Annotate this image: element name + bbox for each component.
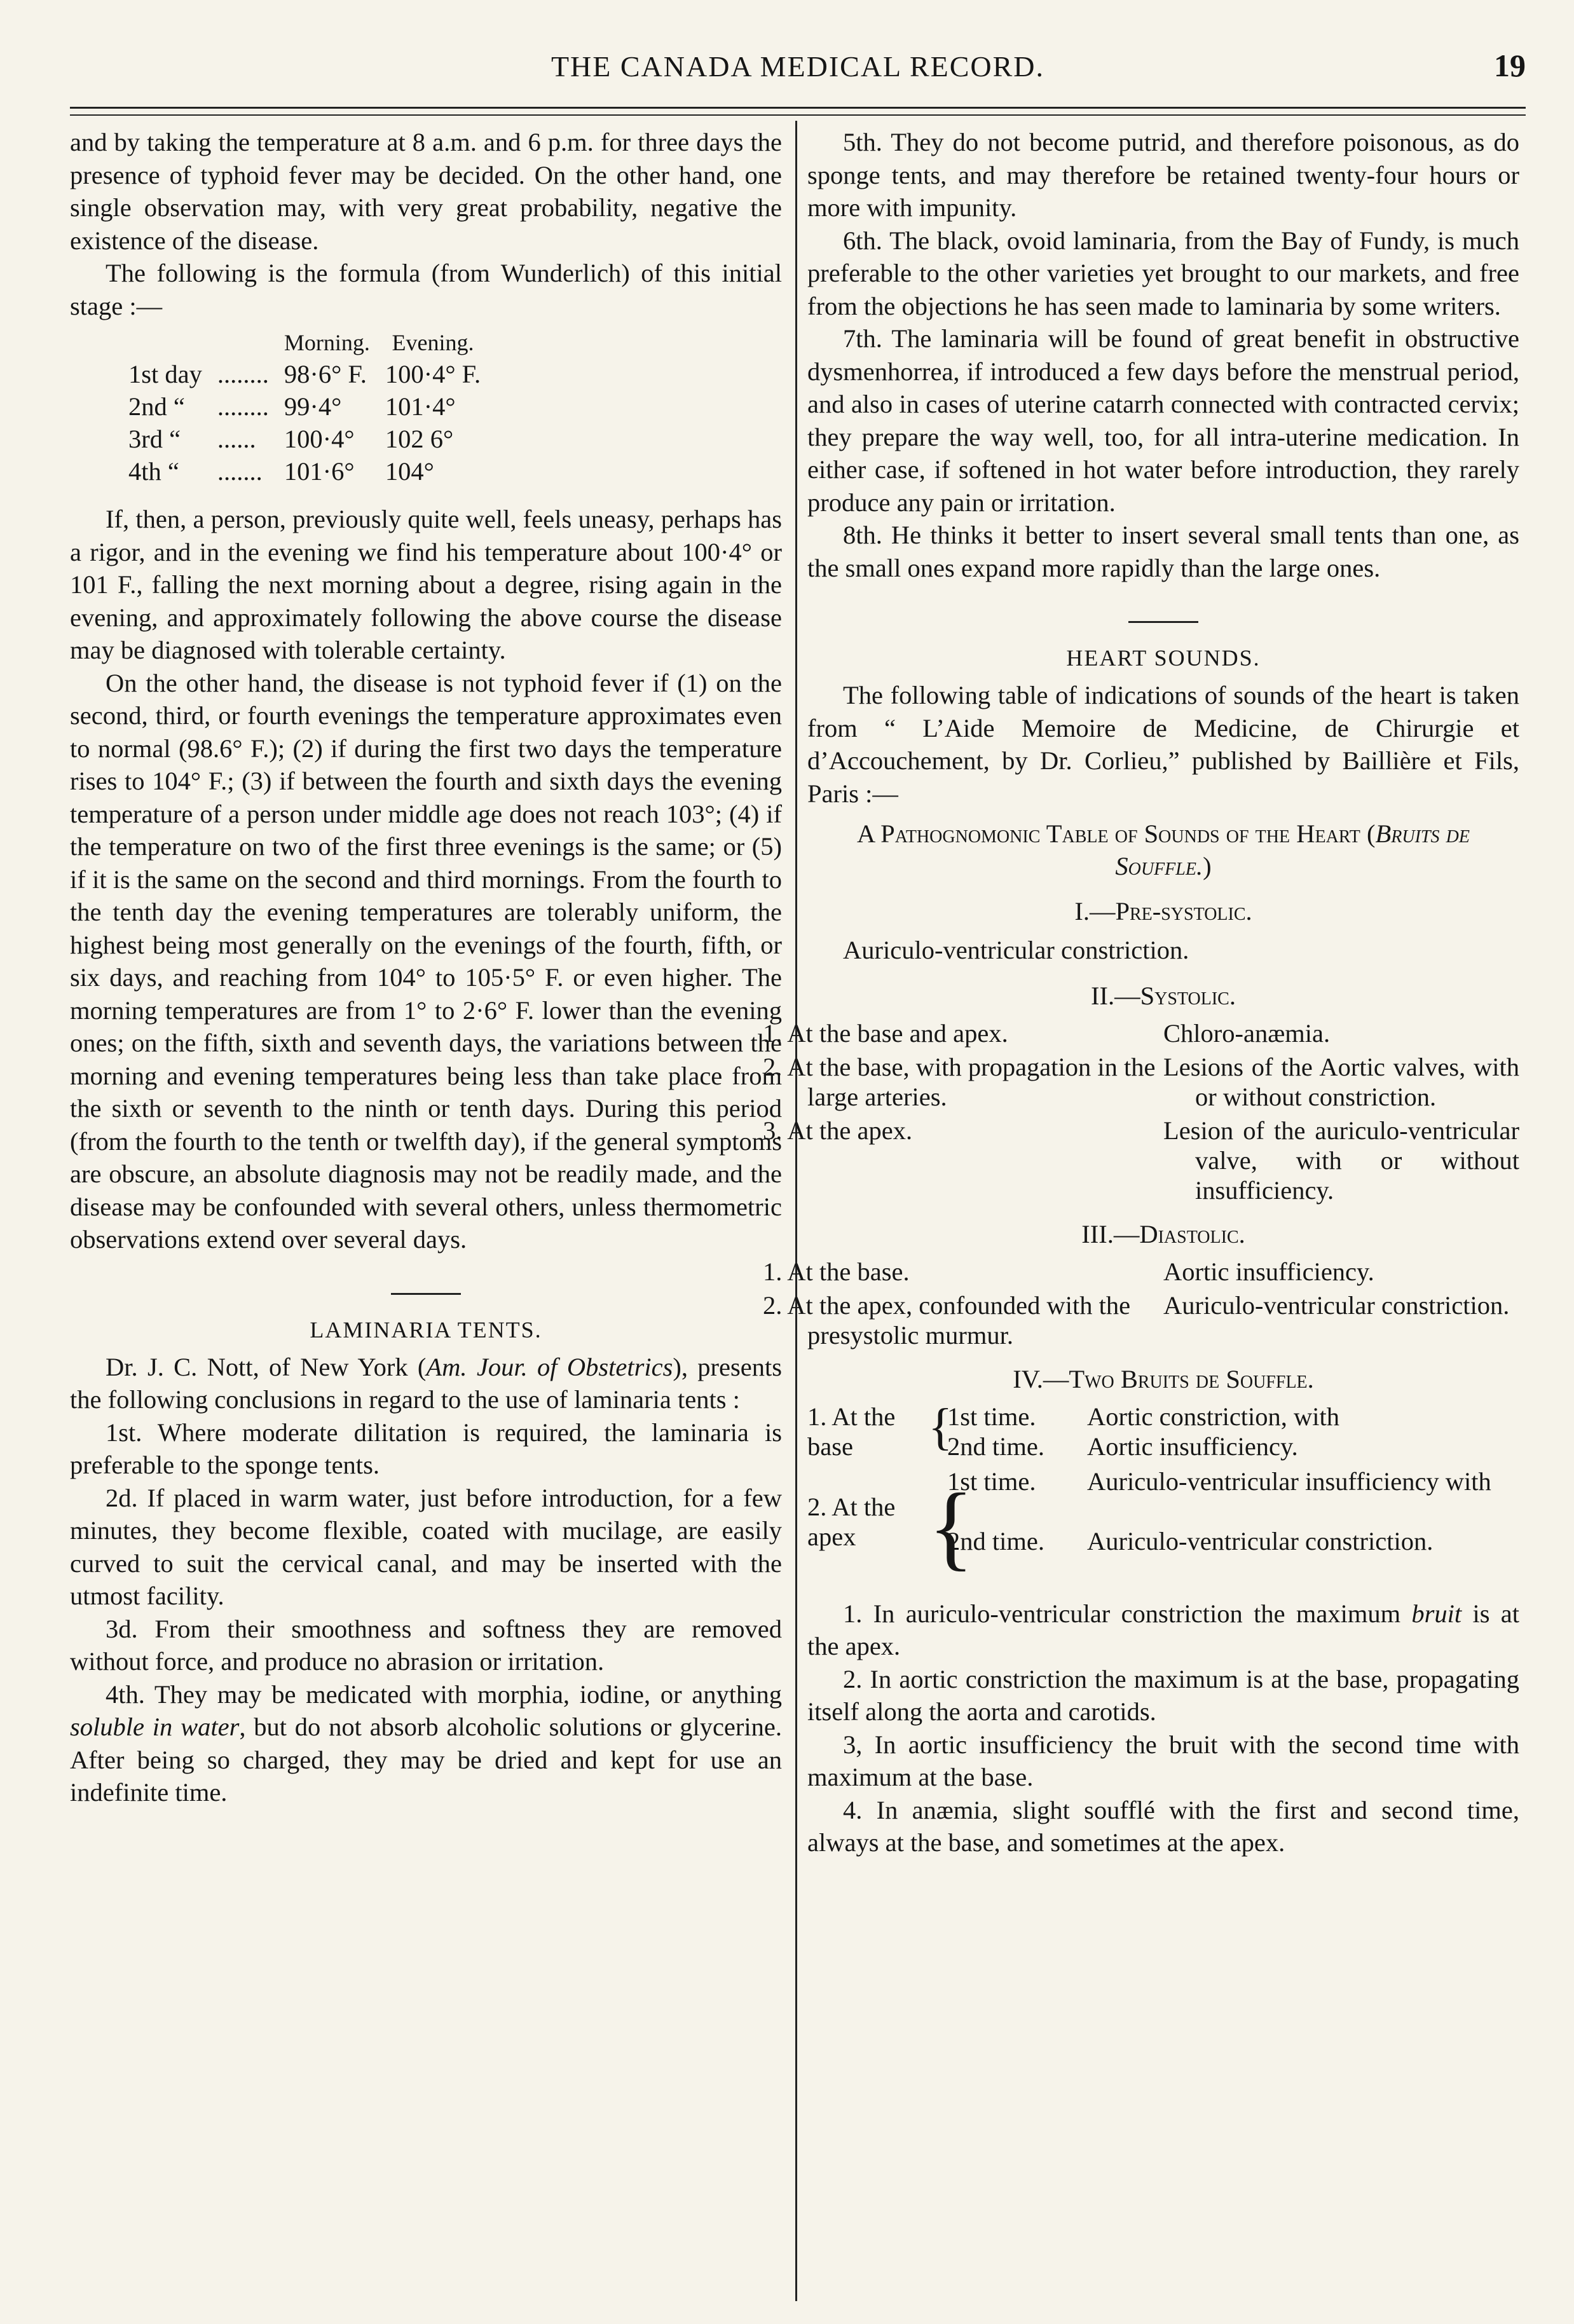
presystolic-text: Auriculo-ventricular constriction. (843, 936, 1189, 964)
note-1: 1. In auriculo-ventricular constriction the maximum bruit is at the apex. (807, 1599, 1519, 1660)
leader-dots: ........ (217, 360, 269, 388)
page-number: 19 (1494, 48, 1526, 83)
day-label: 3rd “ (128, 425, 181, 453)
indication-cell: Aortic insufficiency. (1163, 1257, 1374, 1286)
temperature-table-header (121, 327, 488, 358)
location-cell: 1. At the base and apex. (763, 1018, 1008, 1048)
indication-cells: Aortic constriction, with Aortic insufficiency. (1087, 1402, 1340, 1461)
evening-temp: 104° (385, 457, 434, 486)
day-label: 1st day (128, 360, 202, 388)
header-rule-double (70, 114, 1526, 116)
indication-cell: Chloro-anæmia. (1163, 1018, 1331, 1048)
morning-header: Morning. (284, 330, 370, 355)
evening-temp: 101·4° (385, 392, 456, 421)
day-label: 2nd “ (128, 392, 185, 421)
location-cell: 2. At the apex (807, 1492, 896, 1551)
typhoid-paragraph-2: The following is the formula (from Wunderlich) of this initial stage :— (70, 259, 782, 320)
table-row (121, 358, 488, 390)
diastolic-heading: III.—Diastolic. (1081, 1219, 1245, 1248)
running-header (70, 38, 1526, 89)
left-column (70, 126, 782, 1809)
table-row (121, 423, 488, 455)
indication-cell: Auriculo-ventricular constriction. (1163, 1290, 1510, 1320)
location-cell: 2. At the base, with propagation in the large arteries. (763, 1052, 1156, 1111)
location-cell: 1. At the base. (763, 1257, 910, 1286)
laminaria-point-1: 1st. Where moderate dilitation is required, the laminaria is preferable to the sponge tents. (70, 1418, 782, 1479)
leader-dots: ....... (217, 457, 263, 486)
journal-name: Am. Jour. of Obstetrics (426, 1352, 673, 1381)
table-row (763, 1290, 1519, 1350)
laminaria-intro: Dr. J. C. Nott, of New York (Am. Jour. of Obstetrics), presents the following conclusions in regard to the use of laminaria tents : (70, 1352, 783, 1414)
note-4: 4. In anæmia, slight soufflé with the first and second time, always at the base, and sometimes at the apex. (807, 1795, 1519, 1857)
temperature-table (121, 327, 488, 488)
heart-sounds-intro: The following table of indications of sounds of the heart is taken from “ L’Aide Memoire de Medicine, de Chirurgie et d’Accouchement, by Dr. Corlieu,” published by Baillière et Fils, Paris :— (807, 681, 1519, 808)
section-divider (391, 1293, 461, 1295)
laminaria-point-7: 7th. The laminaria will be found of great benefit in obstructive dysmenhorrea, if introduced a few days before the menstrual period, and also in cases of uterine catarrh connected with contracted cervix; they prepare the way well, too, for all intra-uterine medication. In either case, if softened in hot water before introduction, they rarely produce any pain or irritation. (807, 324, 1519, 517)
location-cell: 1. At the base (807, 1402, 896, 1461)
souffle-base-group (807, 1398, 1519, 1461)
indication-cell: Lesion of the auriculo-ventricular valve, with or without insufficiency. (1163, 1116, 1519, 1205)
presystolic-heading: I.—Pre-systolic. (1074, 897, 1252, 926)
indication-cells: Auriculo-ventricular insufficiency with Auriculo-ventricular constriction. (1087, 1466, 1491, 1555)
morning-temp: 100·4° (284, 425, 355, 453)
typhoid-paragraph-3: If, then, a person, previously quite well, feels uneasy, perhaps has a rigor, and in the evening we find his temperature about 100·4° or 101 F., falling the next morning about a degree, rising again in the evening, and approximately following the above course the disease may be diagnosed with tolerable certainty. (70, 505, 782, 664)
leader-dots: ...... (217, 425, 256, 453)
right-column (763, 126, 1519, 1859)
morning-temp: 99·4° (284, 392, 342, 421)
location-cell: 2. At the apex, confounded with the presystolic murmur. (763, 1290, 1131, 1350)
brace-glyph: { (928, 1398, 953, 1455)
brace-glyph: { (928, 1473, 974, 1580)
laminaria-point-5: 5th. They do not become putrid, and therefore poisonous, as do sponge tents, and may therefore be retained twenty-four hours or more with impunity. (807, 128, 1519, 222)
journal-title: THE CANADA MEDICAL RECORD. (551, 50, 1045, 83)
laminaria-section-title: LAMINARIA TENTS. (310, 1316, 542, 1343)
typhoid-paragraph-1: and by taking the temperature at 8 a.m. and 6 p.m. for three days the presence of typhoid fever may be decided. On the other hand, one single observation may, with very great probability, negative the existence of the disease. (70, 128, 782, 255)
heart-sounds-title: HEART SOUNDS. (1066, 645, 1261, 671)
pathognomonic-table-title: A Pathognomonic Table of Sounds of the Heart (Bruits de Souffle.) (857, 819, 1470, 880)
indication-cell: Lesions of the Aortic valves, with or without constriction. (1163, 1052, 1519, 1111)
laminaria-point-2: 2d. If placed in warm water, just before introduction, for a few minutes, they become flexible, coated with mucilage, are easily curved to suit the cervical canal, and may be inserted with the utmost facility. (70, 1483, 782, 1610)
time-cells: 1st time. 2nd time. (947, 1466, 1044, 1555)
section-divider (1128, 621, 1198, 623)
table-row (121, 390, 488, 423)
note-3: 3, In aortic insufficiency the bruit with the second time with maximum at the base. (807, 1730, 1519, 1791)
laminaria-point-8: 8th. He thinks it better to insert several small tents than one, as the small ones expand more rapidly than the large ones. (807, 521, 1519, 582)
laminaria-point-4: 4th. They may be medicated with morphia, iodine, or anything soluble in water, but do not absorb alcoholic solutions or glycerine. After being so charged, they may be dried and kept for use an indefinite time. (70, 1679, 782, 1807)
note-2: 2. In aortic constriction the maximum is at the base, propagating itself along the aorta and carotids. (807, 1664, 1519, 1726)
typhoid-paragraph-4: On the other hand, the disease is not typhoid fever if (1) on the second, third, or fourth evenings the temperature approximates even to normal (98.6° F.); (2) if during the first two days the temperature rises to 104° F.; (3) if between the fourth and sixth days the evening temperature of a person under middle age does not reach 103°; (4) if the temperature on two of the first three evenings is the same; or (5) if it is the same on the second and third mornings. From the fourth to the tenth day the evening temperatures are tolerably uniform, the highest being most generally on the evenings of the fourth, fifth, or six days, and reaching from 104° to 105·5° F. or even higher. The morning temperatures are from 1° to 2·6° F. lower than the evening ones; on the fifth, sixth and seventh days, the variations between the morning and evening temperatures being less than take place from the sixth or seventh to the ninth or tenth days. During this period (from the fourth to the tenth or twelfth day), if the general symptoms are obscure, an absolute diagnosis may not be readily made, and the disease may be confounded with several others, unless thermometric observations extend over several days. (70, 668, 782, 1254)
header-rule (70, 107, 1526, 109)
morning-temp: 101·6° (284, 457, 355, 486)
souffle-apex-group (807, 1466, 1519, 1587)
location-cell: 3. At the apex. (763, 1116, 913, 1145)
table-row (763, 1018, 1519, 1048)
evening-temp: 100·4° F. (385, 360, 481, 388)
evening-temp: 102 6° (385, 425, 454, 453)
column-separator (795, 121, 797, 2301)
systolic-heading: II.—Systolic. (1091, 981, 1236, 1010)
souffle-heading: IV.—Two Bruits de Souffle. (1013, 1364, 1314, 1393)
laminaria-point-3: 3d. From their smoothness and softness they are removed without force, and produce no abrasion or irritation. (70, 1614, 782, 1676)
table-row (763, 1257, 1519, 1287)
evening-header: Evening. (392, 330, 474, 355)
table-row (763, 1052, 1519, 1112)
morning-temp: 98·6° F. (284, 360, 367, 388)
table-row (763, 1116, 1519, 1205)
time-cells: 1st time. 2nd time. (947, 1402, 1044, 1461)
table-row (121, 455, 488, 488)
day-label: 4th “ (128, 457, 179, 486)
laminaria-point-6: 6th. The black, ovoid laminaria, from the Bay of Fundy, is much preferable to the other varieties yet brought to our markets, and free from the objections he has seen made to laminaria by some writers. (807, 226, 1519, 320)
leader-dots: ........ (217, 392, 269, 421)
